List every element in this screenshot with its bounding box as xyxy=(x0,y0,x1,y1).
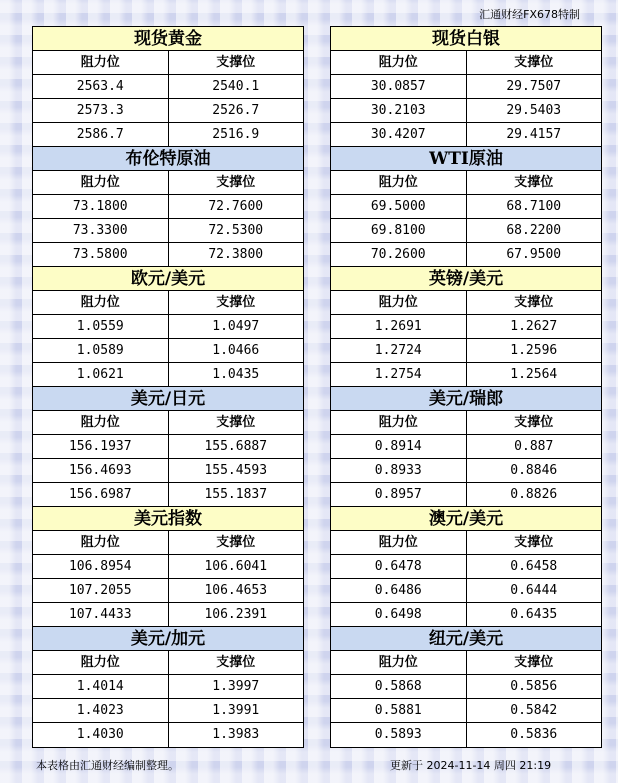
table-row xyxy=(33,723,303,747)
header-row xyxy=(33,411,303,435)
resistance-value: 1.2754 xyxy=(331,363,467,386)
credit-label: 汇通财经FX678特制 xyxy=(479,8,580,21)
header-row xyxy=(33,171,303,195)
table-row xyxy=(331,75,601,99)
table-row xyxy=(331,579,601,603)
resistance-header: 阻力位 xyxy=(33,531,169,554)
header-row xyxy=(331,171,601,195)
table-row xyxy=(33,363,303,387)
support-value: 0.8826 xyxy=(510,487,558,502)
resistance-value: 2563.4 xyxy=(33,75,169,98)
table-row xyxy=(331,675,601,699)
table-row xyxy=(33,243,303,267)
resistance-value: 1.0621 xyxy=(33,363,169,386)
resistance-value: 1.4030 xyxy=(33,723,169,747)
resistance-value: 1.0589 xyxy=(33,339,169,362)
right-column xyxy=(330,26,602,748)
support-value: 106.2391 xyxy=(204,607,268,622)
section-title: 欧元/美元 xyxy=(33,267,303,291)
support-value: 0.6435 xyxy=(510,607,558,622)
support-value: 0.6444 xyxy=(510,583,558,598)
table-row xyxy=(331,243,601,267)
resistance-header: 阻力位 xyxy=(331,651,467,674)
section-title: 美元/加元 xyxy=(33,627,303,651)
table-row xyxy=(331,435,601,459)
header-row xyxy=(331,291,601,315)
support-value: 1.0435 xyxy=(212,367,260,382)
table-row xyxy=(331,315,601,339)
support-value: 1.3997 xyxy=(212,679,260,694)
table-row xyxy=(33,579,303,603)
section-title: 现货白银 xyxy=(331,27,601,51)
resistance-header: 阻力位 xyxy=(331,411,467,434)
section-title: 布伦特原油 xyxy=(33,147,303,171)
resistance-header: 阻力位 xyxy=(33,411,169,434)
table-row xyxy=(331,699,601,723)
support-value: 106.4653 xyxy=(204,583,268,598)
header-row xyxy=(33,291,303,315)
resistance-value: 156.6987 xyxy=(33,483,169,506)
left-column xyxy=(32,26,304,748)
resistance-value: 156.1937 xyxy=(33,435,169,458)
table-row xyxy=(33,603,303,627)
resistance-value: 73.1800 xyxy=(33,195,169,218)
resistance-value: 2573.3 xyxy=(33,99,169,122)
support-value: 1.2564 xyxy=(510,367,558,382)
support-value: 72.5300 xyxy=(208,223,264,238)
support-value: 1.2596 xyxy=(510,343,558,358)
support-value: 72.3800 xyxy=(208,247,264,262)
table-row xyxy=(33,699,303,723)
header-row xyxy=(331,651,601,675)
resistance-header: 阻力位 xyxy=(33,51,169,74)
support-header: 支撑位 xyxy=(514,655,554,670)
resistance-value: 0.8914 xyxy=(331,435,467,458)
support-value: 0.5836 xyxy=(510,727,558,742)
support-header: 支撑位 xyxy=(514,295,554,310)
resistance-value: 106.8954 xyxy=(33,555,169,578)
table-row xyxy=(33,483,303,507)
table-row xyxy=(33,459,303,483)
support-value: 72.7600 xyxy=(208,199,264,214)
resistance-value: 30.2103 xyxy=(331,99,467,122)
table-row xyxy=(33,75,303,99)
resistance-value: 30.0857 xyxy=(331,75,467,98)
table-row xyxy=(33,123,303,147)
support-value: 1.3983 xyxy=(212,727,260,742)
support-value: 106.6041 xyxy=(204,559,268,574)
support-value: 0.8846 xyxy=(510,463,558,478)
support-value: 155.6887 xyxy=(204,439,268,454)
support-header: 支撑位 xyxy=(514,415,554,430)
header-row xyxy=(33,531,303,555)
support-value: 29.4157 xyxy=(506,127,562,142)
table-row xyxy=(331,123,601,147)
support-header: 支撑位 xyxy=(216,655,256,670)
resistance-value: 1.2724 xyxy=(331,339,467,362)
support-value: 68.2200 xyxy=(506,223,562,238)
resistance-value: 0.5868 xyxy=(331,675,467,698)
header-row xyxy=(331,51,601,75)
resistance-value: 0.5881 xyxy=(331,699,467,722)
table-row xyxy=(33,219,303,243)
table-row xyxy=(331,555,601,579)
support-value: 1.3991 xyxy=(212,703,260,718)
support-value: 2526.7 xyxy=(212,103,260,118)
resistance-header: 阻力位 xyxy=(331,531,467,554)
footer-note: 本表格由汇通财经编制整理。 xyxy=(36,759,179,772)
section-title: 英镑/美元 xyxy=(331,267,601,291)
table-row xyxy=(331,723,601,747)
support-value: 1.0497 xyxy=(212,319,260,334)
table-row xyxy=(33,435,303,459)
support-header: 支撑位 xyxy=(514,55,554,70)
support-value: 155.1837 xyxy=(204,487,268,502)
resistance-value: 0.8957 xyxy=(331,483,467,506)
resistance-value: 30.4207 xyxy=(331,123,467,146)
table-row xyxy=(331,459,601,483)
resistance-value: 1.2691 xyxy=(331,315,467,338)
section-title: WTI原油 xyxy=(331,147,601,171)
header-row xyxy=(33,51,303,75)
resistance-value: 69.8100 xyxy=(331,219,467,242)
table-row xyxy=(331,195,601,219)
table-row xyxy=(331,483,601,507)
resistance-value: 1.0559 xyxy=(33,315,169,338)
resistance-value: 70.2600 xyxy=(331,243,467,266)
header-row xyxy=(33,651,303,675)
resistance-value: 69.5000 xyxy=(331,195,467,218)
support-value: 0.6458 xyxy=(510,559,558,574)
resistance-value: 0.6478 xyxy=(331,555,467,578)
support-value: 1.2627 xyxy=(510,319,558,334)
resistance-value: 73.5800 xyxy=(33,243,169,266)
table-row xyxy=(33,555,303,579)
resistance-value: 2586.7 xyxy=(33,123,169,146)
resistance-header: 阻力位 xyxy=(331,51,467,74)
section-title: 纽元/美元 xyxy=(331,627,601,651)
resistance-value: 107.2055 xyxy=(33,579,169,602)
resistance-value: 0.8933 xyxy=(331,459,467,482)
resistance-value: 0.5893 xyxy=(331,723,467,747)
support-header: 支撑位 xyxy=(216,175,256,190)
support-value: 0.887 xyxy=(514,439,554,454)
resistance-value: 73.3300 xyxy=(33,219,169,242)
footer-updated: 更新于 2024-11-14 周四 21:19 xyxy=(390,759,552,772)
resistance-value: 1.4023 xyxy=(33,699,169,722)
resistance-value: 0.6498 xyxy=(331,603,467,626)
table-row xyxy=(331,339,601,363)
support-value: 155.4593 xyxy=(204,463,268,478)
section-title: 美元/瑞郎 xyxy=(331,387,601,411)
section-title: 澳元/美元 xyxy=(331,507,601,531)
support-value: 68.7100 xyxy=(506,199,562,214)
support-value: 0.5856 xyxy=(510,679,558,694)
resistance-header: 阻力位 xyxy=(331,171,467,194)
resistance-value: 0.6486 xyxy=(331,579,467,602)
support-header: 支撑位 xyxy=(216,55,256,70)
resistance-header: 阻力位 xyxy=(33,171,169,194)
section-title: 美元指数 xyxy=(33,507,303,531)
support-value: 2540.1 xyxy=(212,79,260,94)
support-value: 29.7507 xyxy=(506,79,562,94)
support-header: 支撑位 xyxy=(216,295,256,310)
table-row xyxy=(33,315,303,339)
support-value: 0.5842 xyxy=(510,703,558,718)
section-title: 现货黄金 xyxy=(33,27,303,51)
support-header: 支撑位 xyxy=(514,535,554,550)
table-row xyxy=(33,675,303,699)
resistance-header: 阻力位 xyxy=(33,651,169,674)
support-header: 支撑位 xyxy=(216,415,256,430)
support-header: 支撑位 xyxy=(216,535,256,550)
resistance-value: 1.4014 xyxy=(33,675,169,698)
support-value: 2516.9 xyxy=(212,127,260,142)
table-row xyxy=(33,339,303,363)
support-value: 67.9500 xyxy=(506,247,562,262)
support-value: 1.0466 xyxy=(212,343,260,358)
resistance-value: 156.4693 xyxy=(33,459,169,482)
table-row xyxy=(331,603,601,627)
resistance-header: 阻力位 xyxy=(33,291,169,314)
resistance-header: 阻力位 xyxy=(331,291,467,314)
table-row xyxy=(331,363,601,387)
table-row xyxy=(33,99,303,123)
resistance-value: 107.4433 xyxy=(33,603,169,626)
table-row xyxy=(331,99,601,123)
table-row xyxy=(33,195,303,219)
section-title: 美元/日元 xyxy=(33,387,303,411)
support-value: 29.5403 xyxy=(506,103,562,118)
header-row xyxy=(331,531,601,555)
header-row xyxy=(331,411,601,435)
table-row xyxy=(331,219,601,243)
support-header: 支撑位 xyxy=(514,175,554,190)
